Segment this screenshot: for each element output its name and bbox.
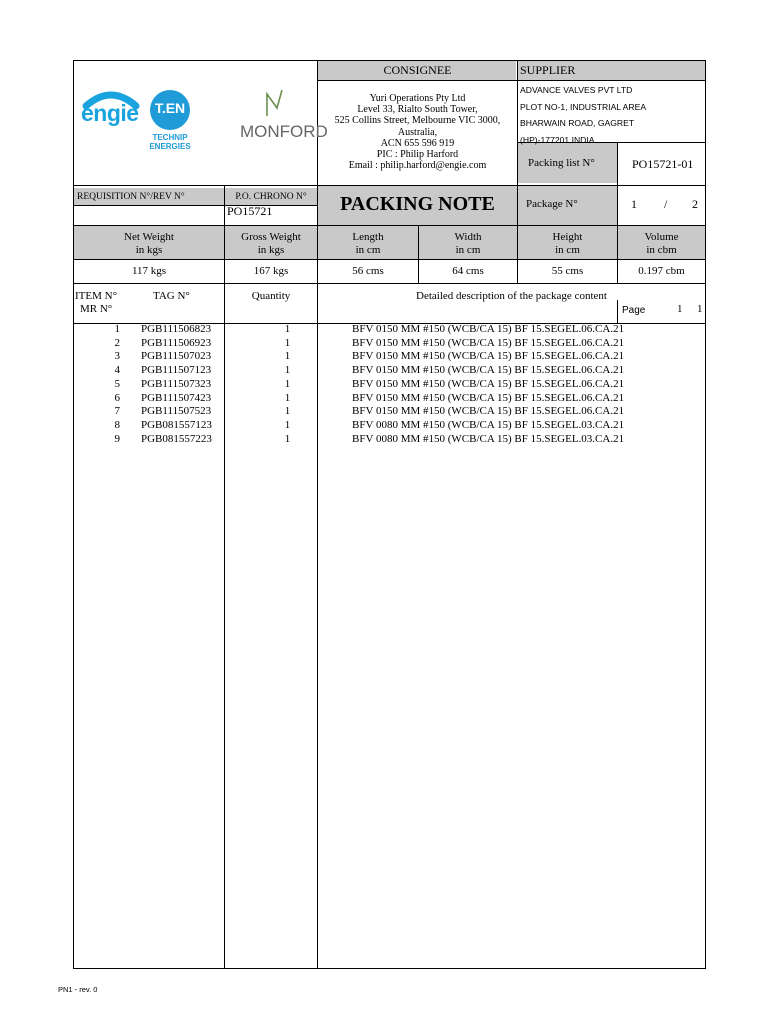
consignee-line: Yuri Operations Pty Ltd (369, 93, 466, 104)
ten-logo (148, 88, 196, 154)
item-description: BFV 0150 MM #150 (WCB/CA 15) BF 15.SEGEL.06.CA.21 (352, 377, 625, 390)
width-header (419, 231, 517, 257)
item-description: BFV 0150 MM #150 (WCB/CA 15) BF 15.SEGEL.06.CA.21 (352, 350, 625, 363)
item-number: 1 (114, 323, 120, 335)
requisition-label: REQUISITION N°/REV N° (77, 192, 185, 202)
tag-number: PGB111507323 (141, 377, 212, 390)
package-total: 2 (692, 197, 698, 211)
consignee-address (318, 93, 517, 171)
gross-weight-value: 167 kgs (253, 265, 289, 277)
tag-number: PGB111507423 (141, 391, 212, 404)
net-weight-value: 117 kgs (131, 265, 167, 277)
package-label: Package N° (526, 198, 578, 210)
page-title: PACKING NOTE (340, 193, 495, 215)
item-number: 4 (114, 364, 120, 377)
page-label: Page (622, 305, 646, 316)
page-current: 1 (677, 303, 683, 315)
supplier-line: (HP)-177201 INDIA (520, 134, 595, 145)
length-header (318, 231, 418, 257)
net-weight-unit: in kgs (135, 244, 163, 256)
tag-number: PGB111507023 (141, 350, 212, 363)
item-description: BFV 0150 MM #150 (WCB/CA 15) BF 15.SEGEL.06.CA.21 (352, 364, 625, 377)
package-current: 1 (631, 197, 637, 211)
gross-weight-header (225, 231, 317, 257)
tag-col-header: TAG N° (153, 290, 190, 302)
height-unit: in cm (555, 244, 580, 256)
height-header (518, 231, 617, 257)
tag-number: PGB081557223 (141, 432, 212, 445)
monford-logo-text: MONFORD (240, 122, 328, 141)
item-description: BFV 0150 MM #150 (WCB/CA 15) BF 15.SEGEL.06.CA.21 (352, 336, 625, 349)
energies-text: ENERGIES (149, 142, 191, 151)
length-value: 56 cms (352, 265, 384, 277)
tag-number: PGB111506923 (141, 336, 212, 349)
quantity-col-header: Quantity (251, 290, 291, 302)
item-quantity: 1 (284, 418, 291, 431)
item-number: 2 (114, 336, 120, 349)
volume-label: Volume (644, 231, 679, 243)
monford-mark-icon (265, 88, 285, 118)
gross-weight-label: Gross Weight (241, 231, 301, 243)
monford-logo (240, 88, 328, 148)
height-label: Height (552, 231, 583, 243)
consignee-line: Australia, (397, 126, 438, 138)
description-col-header: Detailed description of the package content (416, 290, 607, 302)
item-quantity: 1 (284, 323, 291, 335)
gross-weight-unit: in kgs (257, 244, 285, 256)
width-value: 64 cms (452, 265, 484, 277)
supplier-line: PLOT NO-1, INDUSTRIAL AREA (520, 101, 647, 112)
po-chrono-value: PO15721 (227, 204, 273, 218)
tag-number: PGB111506823 (141, 323, 212, 335)
item-quantity: 1 (284, 377, 291, 390)
item-col-header: ITEM N° (75, 290, 117, 302)
item-number: 5 (114, 377, 120, 390)
length-label: Length (352, 231, 384, 243)
engie-logo (80, 88, 142, 132)
item-number: 7 (114, 405, 120, 418)
item-description: BFV 0150 MM #150 (WCB/CA 15) BF 15.SEGEL.06.CA.21 (352, 405, 625, 418)
item-quantity: 1 (284, 364, 291, 377)
height-value: 55 cms (551, 265, 584, 277)
consignee-line: Level 33, Rialto South Tower, (357, 104, 478, 116)
volume-value: 0.197 cbm (638, 265, 685, 277)
supplier-line: ADVANCE VALVES PVT LTD (520, 85, 633, 95)
supplier-header: SUPPLIER (520, 63, 576, 77)
consignee-line: ACN 655 596 919 (380, 137, 455, 149)
item-description: BFV 0150 MM #150 (WCB/CA 15) BF 15.SEGEL.06.CA.21 (352, 391, 625, 404)
item-number: 8 (114, 418, 120, 431)
packing-list-label: Packing list N° (528, 157, 595, 169)
length-unit: in cm (355, 244, 381, 256)
volume-header (618, 231, 705, 257)
item-quantity: 1 (284, 405, 291, 418)
item-quantity: 1 (284, 350, 291, 363)
item-quantity: 1 (284, 391, 291, 404)
item-description: BFV 0150 MM #150 (WCB/CA 15) BF 15.SEGEL.06.CA.21 (352, 323, 625, 335)
supplier-address (520, 82, 646, 148)
page-total: 1 (697, 303, 703, 315)
tag-number: PGB081557123 (141, 418, 212, 431)
item-description: BFV 0080 MM #150 (WCB/CA 15) BF 15.SEGEL.03.CA.21 (352, 432, 625, 445)
volume-unit: in cbm (646, 244, 677, 256)
width-label: Width (454, 231, 482, 243)
width-unit: in cm (455, 244, 481, 256)
item-quantity: 1 (284, 336, 291, 349)
form-revision: PN1 - rev. 0 (58, 985, 98, 994)
packing-list-value: PO15721-01 (632, 157, 694, 171)
item-number: 3 (114, 350, 120, 363)
consignee-header: CONSIGNEE (383, 63, 452, 77)
po-chrono-label: P.O. CHRONO N° (235, 192, 307, 202)
net-weight-label: Net Weight (124, 231, 174, 243)
item-description: BFV 0080 MM #150 (WCB/CA 15) BF 15.SEGEL.03.CA.21 (352, 418, 625, 431)
consignee-email: Email : philip.harford@engie.com (348, 160, 487, 172)
engie-logo-text: engie (81, 100, 139, 126)
tag-number: PGB111507123 (141, 364, 212, 377)
item-number: 6 (114, 391, 120, 404)
consignee-line: 525 Collins Street, Melbourne VIC 3000, (334, 115, 501, 127)
ten-logo-text: T.EN (154, 100, 186, 116)
mr-col-header: MR N° (80, 303, 113, 315)
item-number: 9 (114, 432, 120, 445)
technip-text: TECHNIP (152, 133, 188, 142)
tag-number: PGB111507523 (141, 405, 212, 418)
supplier-line: BHARWAIN ROAD, GAGRET (520, 118, 635, 128)
package-separator: / (664, 197, 668, 211)
consignee-line: PIC : Philip Harford (376, 149, 459, 161)
item-quantity: 1 (284, 432, 291, 445)
net-weight-header (74, 231, 224, 257)
